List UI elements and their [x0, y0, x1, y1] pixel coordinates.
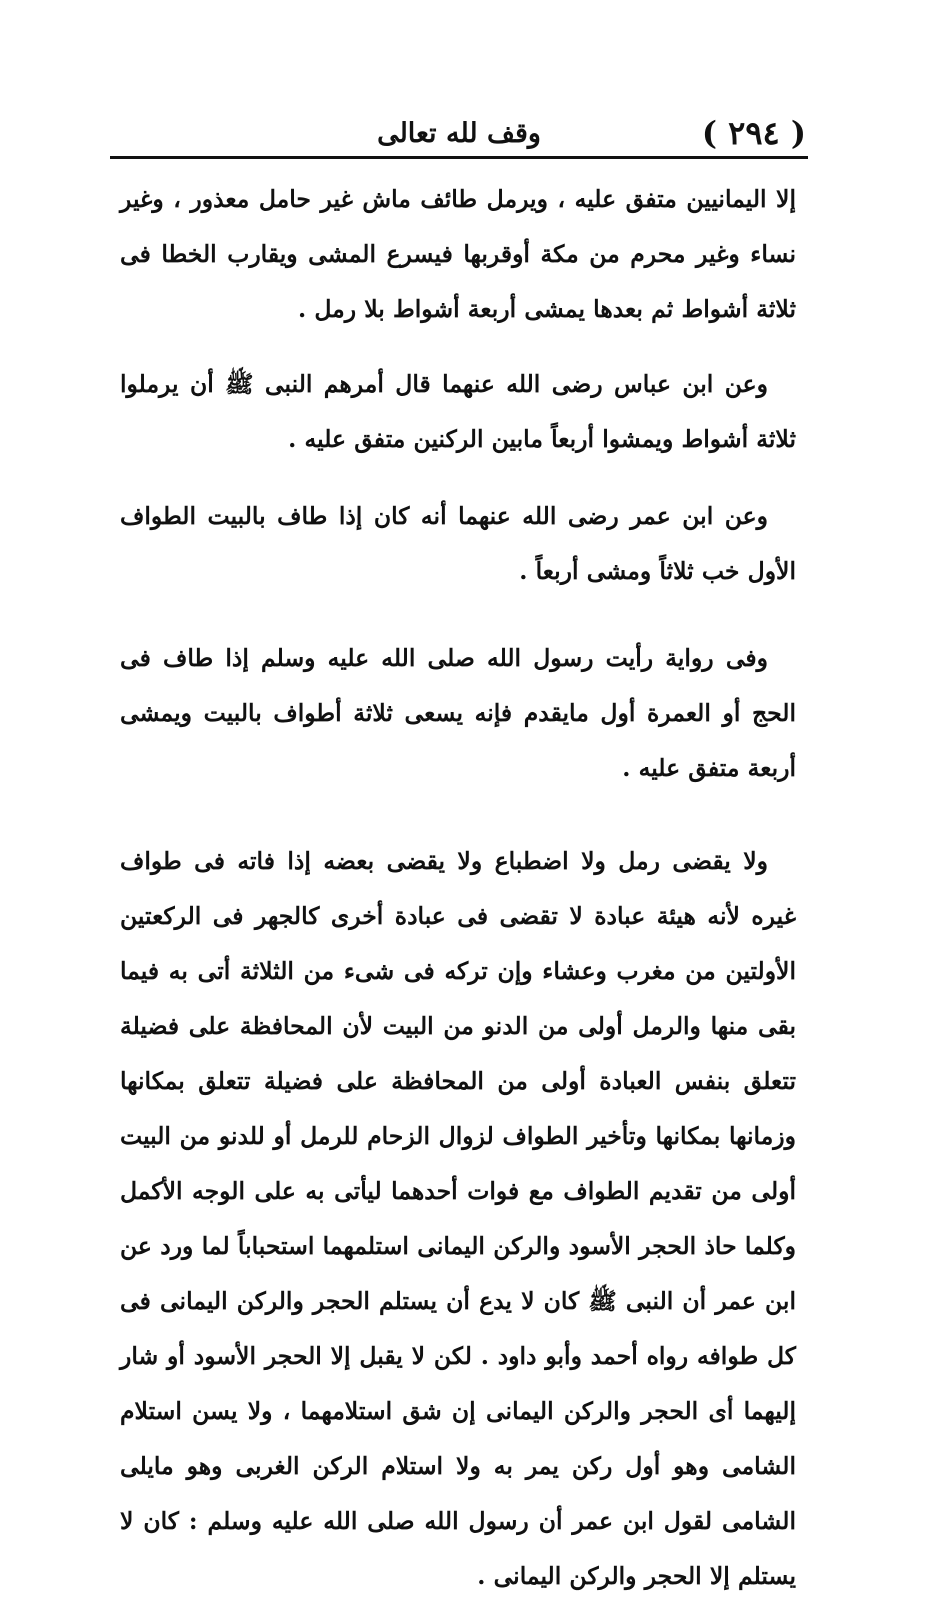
header-rule: [110, 156, 808, 159]
paragraph-hadith-ibn-abbas: وعن ابن عباس رضى الله عنهما قال أمرهم النبى ﷺ أن يرملوا ثلاثة أشواط ويمشوا أربعاً مابين الركنين متفق عليه .: [120, 370, 796, 453]
page-number: ( ٢٩٤ ): [701, 114, 806, 152]
paragraph-ruling: ولا يقضى رمل ولا اضطباع ولا يقضى بعضه إذا فاته فى طواف غيره لأنه هيئة عبادة لا تقضى فى عبادة أخرى كالجهر فى الركعتين الأولتين من مغرب وعشاء وإن تركه فى شىء من الثلاثة أتى به فيما بقى منها والرمل أولى من الدنو من البيت لأن المحافظة على فضيلة تتعلق بنفس العبادة أولى من المحافظة على فضيلة تتعلق بمكانها وزمانها بمكانها وتأخير الطواف لزوال الزحام للرمل أو للدنو من البيت أولى من تقديم الطواف مع فوات أحدهما ليأتى به على الوجه الأكمل وكلما حاذ الحجر الأسود والركن اليمانى استلمهما استحباباً لما ورد عن ابن عمر أن النبى ﷺ كان لا يدع أن يستلم الحجر والركن اليمانى فى كل طوافه رواه أحمد وأبو داود . لكن لا يقبل إلا الحجر الأسود أو شار إليهما أى الحجر والركن اليمانى إن شق استلامهما ، ولا يسن استلام الشامى وهو أول ركن يمر به ولا استلام الركن الغربى وهو مايلى الشامى لقول ابن عمر أن رسول الله صلى الله عليه وسلم : كان لا يستلم إلا الحجر والركن اليمانى .: [120, 847, 796, 1590]
page-header: [112, 112, 806, 156]
page-body: [120, 172, 796, 1604]
paragraph-riwaya: وفى رواية رأيت رسول الله صلى الله عليه وسلم إذا طاف فى الحج أو العمرة أول مايقدم فإنه يسعى ثلاثة أطواف بالبيت ويمشى أربعة متفق عليه .: [120, 644, 796, 782]
running-title: وقف لله تعالى: [377, 118, 541, 149]
paragraph-continuation: إلا اليمانيين متفق عليه ، ويرمل طائف ماش غير حامل معذور ، وغير نساء وغير محرم من مكة أوقربها فيسرع المشى ويقارب الخطا فى ثلاثة أشواط ثم بعدها يمشى أربعة أشواط بلا رمل .: [120, 185, 796, 323]
paragraph-hadith-ibn-umar: وعن ابن عمر رضى الله عنهما أنه كان إذا طاف بالبيت الطواف الأول خب ثلاثاً ومشى أربعاً .: [120, 502, 796, 585]
